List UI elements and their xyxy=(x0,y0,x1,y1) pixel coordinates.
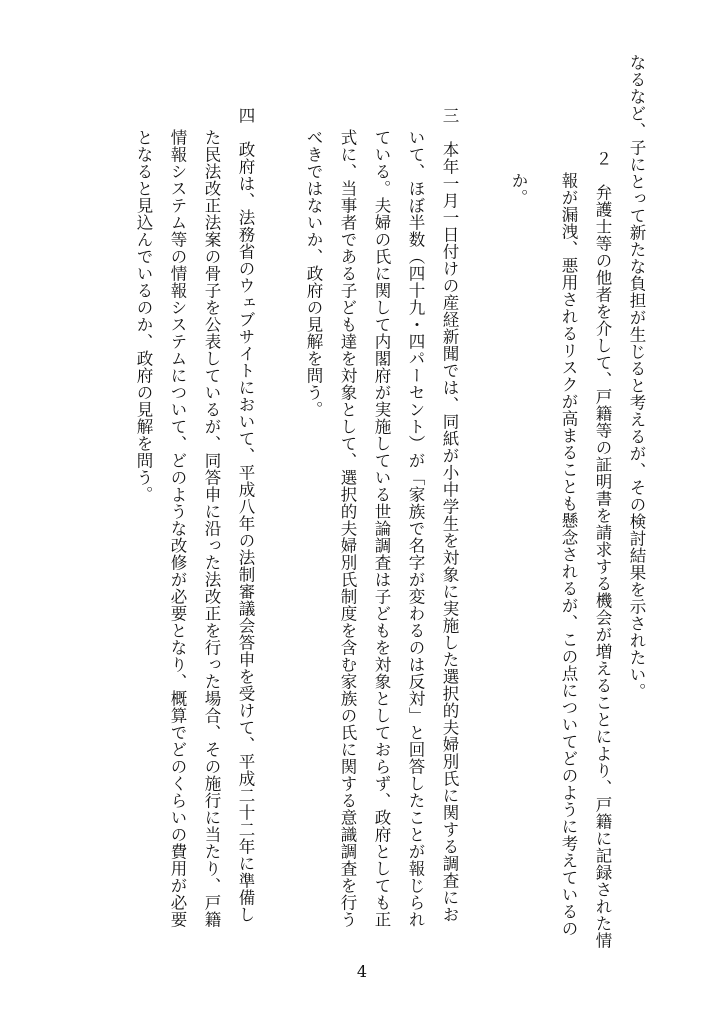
text-line: ２ 弁護士等の他者を介して、戸籍等の証明書を請求する機会が増えることにより、戸籍に記録された情 xyxy=(593,150,612,949)
text-line: 三 本年一月一日付けの産経新聞では、同紙が小中学生を対象に実施した選択的夫婦別氏に関する調査にお xyxy=(440,107,459,923)
text-line: なるなど、子にとって新たな負担が生じると考えるが、その検討結果を示されたい。 xyxy=(627,54,646,700)
text-line: 情報システム等の情報システムについて、どのような改修が必要となり、概算でどのくらいの費用が必要 xyxy=(168,129,187,928)
text-line: 式に、当事者である子ども達を対象として、選択的夫婦別氏制度を含む家族の氏に関する意識調査を行う xyxy=(338,129,357,928)
text-line: となると見込んでいるのか、政府の見解を問う。 xyxy=(134,129,153,503)
text-line: 報が漏洩、悪用されるリスクが高まることも懸念されるが、この点についてどのように考えているの xyxy=(559,172,578,937)
text-line: 四 政府は、法務省のウェブサイトにおいて、平成八年の法制審議会答申を受けて、平成二十二年に準備し xyxy=(236,107,255,923)
text-line: ている。夫婦の氏に関して内閣府が実施している世論調査は子どもを対象としておらず、政府としても正 xyxy=(372,129,391,928)
text-line: か。 xyxy=(509,172,528,206)
text-line: いて、ほぼ半数（四十九・四パーセント）が「家族で名字が変わるのは反対」と回答したことが報じられ xyxy=(406,129,425,928)
text-line: べきではないか、政府の見解を問う。 xyxy=(304,129,323,418)
text-line: た民法改正法案の骨子を公表しているが、同答申に沿った法改正を行った場合、その施行に当たり、戸籍 xyxy=(202,129,221,928)
page-number: 4 xyxy=(356,962,368,981)
